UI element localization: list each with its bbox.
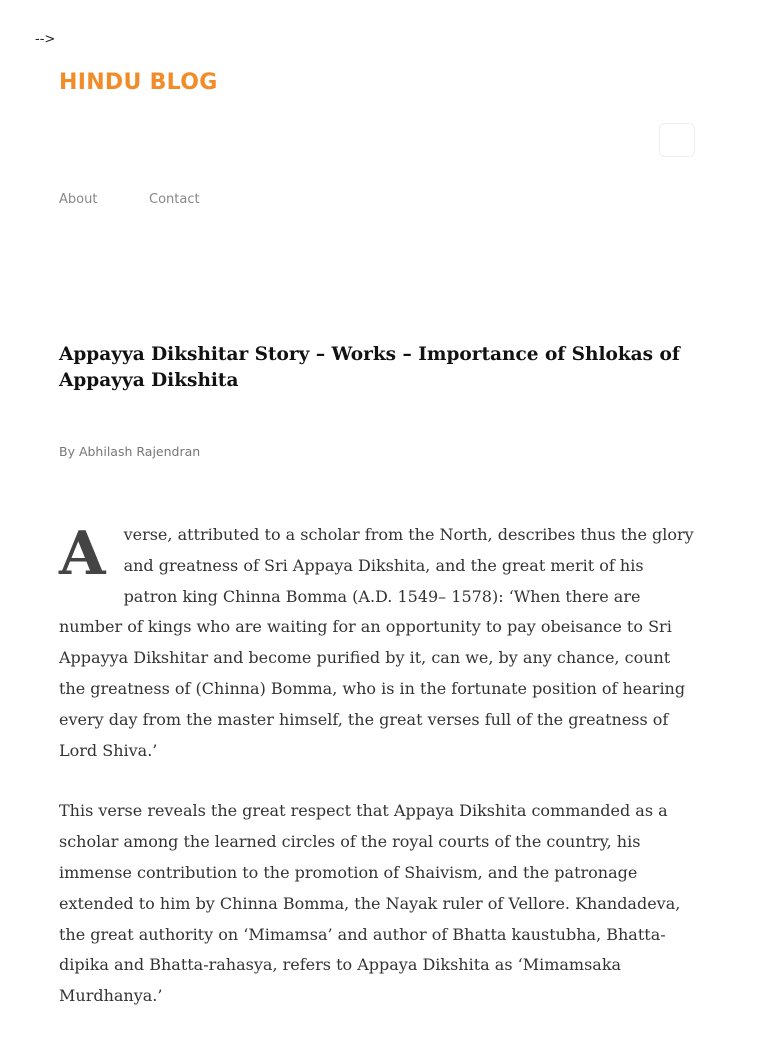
stray-text: --> (35, 32, 56, 47)
drop-cap: A (59, 519, 106, 589)
site-title-link[interactable]: HINDU BLOG (59, 70, 218, 95)
post-byline: By Abhilash Rajendran (59, 444, 201, 459)
post-title: Appayya Dikshitar Story – Works – Importance of Shlokas of Appayya Dikshita (59, 344, 680, 391)
paragraph-1 (59, 520, 699, 766)
paragraph-1-text: verse, attributed to a scholar from the North, describes thus the glory and greatness of Sri Appaya Dikshita, and the great merit of his patron king Chinna Bomma (A.D. 1549– 1578): ‘When there are number of kings who are waiting for an opportunity to pay obeisance to Sri Appayya Dikshitar and become purified by it, can we, by any chance, count the greatness of (Chinna) Bomma, who is in the fortunate position of hearing every day from the master himself, the great verses full of the greatness of Lord Shiva.’ (59, 525, 694, 760)
nav-item-contact[interactable]: Contact (149, 192, 200, 207)
menu-toggle-button[interactable] (659, 123, 695, 157)
post-content (59, 520, 699, 1042)
paragraph-2: This verse reveals the great respect that Appaya Dikshita commanded as a scholar among the learned circles of the royal courts of the country, his immense contribution to the promotion of Shaivism, and the patronage extended to him by Chinna Bomma, the Nayak ruler of Vellore. Khandadeva, the great authority on ‘Mimamsa’ and author of Bhatta kaustubha, Bhatta-dipika and Bhatta-rahasya, refers to Appaya Dikshita as ‘Mimamsaka Murdhanya.’ (59, 801, 681, 1006)
nav-item-about[interactable]: About (59, 192, 98, 207)
